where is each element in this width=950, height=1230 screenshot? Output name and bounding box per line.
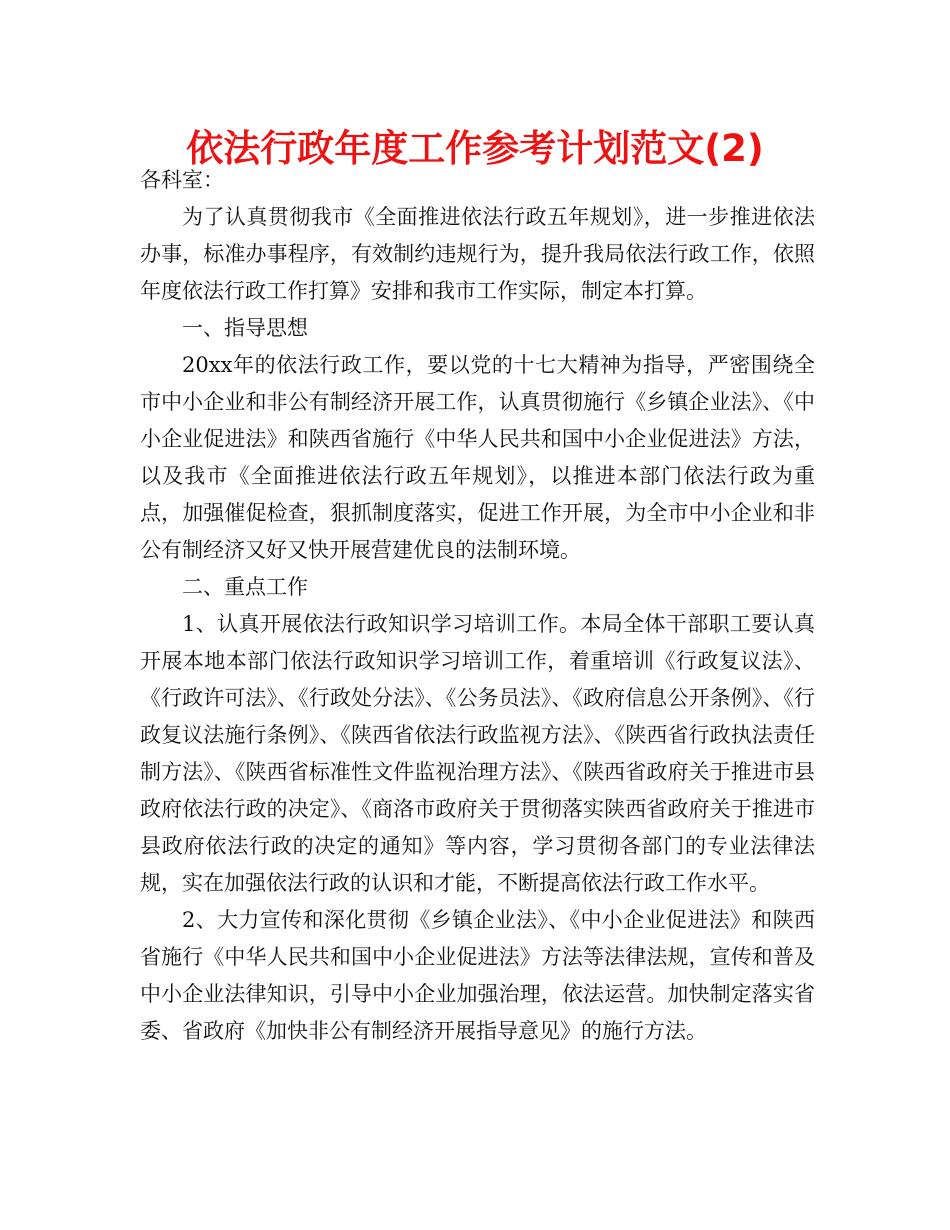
intro-paragraph: 为了认真贯彻我市《全面推进依法行政五年规划》，进一步推进依法办事，标准办事程序，有效制约违规行为，提升我局依法行政工作，依照年度依法行政工作打算》安排和我市工作实际，制定本打算。 — [140, 205, 815, 303]
document-body — [140, 162, 815, 1050]
section-heading-guiding-ideology: 一、指导思想 — [182, 316, 308, 340]
guiding-ideology-paragraph: 20xx年的依法行政工作，要以党的十七大精神为指导，严密围绕全市中小企业和非公有制经济开展工作，认真贯彻施行《乡镇企业法》、《中小企业促进法》和陕西省施行《中华人民共和国中小企业促进法》方法，以及我市《全面推进依法行政五年规划》，以推进本部门依法行政为重点，加强催促检查，狠抓制度落实，促进工作开展，为全市中小企业和非公有制经济又好又快开展营建优良的法制环境。 — [140, 353, 815, 562]
key-work-item-2: 2、大力宣传和深化贯彻《乡镇企业法》、《中小企业促进法》和陕西省施行《中华人民共和国中小企业促进法》方法等法律法规，宣传和普及中小企业法律知识，引导中小企业加强治理，依法运营。加快制定落实省委、省政府《加快非公有制经济开展指导意见》的施行方法。 — [140, 908, 815, 1043]
section-heading-key-work: 二、重点工作 — [182, 575, 308, 599]
document-title: 依法行政年度工作参考计划范文(2) — [186, 127, 764, 170]
key-work-item-1: 1、认真开展依法行政知识学习培训工作。本局全体干部职工要认真开展本地本部门依法行政知识学习培训工作，着重培训《行政复议法》、《行政许可法》、《行政处分法》、《公务员法》、《政府信息公开条例》、《行政复议法施行条例》、《陕西省依法行政监视方法》、《陕西省行政执法责任制方法》、《陕西省标准性文件监视治理方法》、《陕西省政府关于推进市县政府依法行政的决定》、《商洛市政府关于贯彻落实陕西省政府关于推进市县政府依法行政的决定的通知》等内容，学习贯彻各部门的专业法律法规，实在加强依法行政的认识和才能，不断提高依法行政工作水平。 — [140, 612, 815, 895]
salutation: 各科室： — [140, 168, 224, 192]
